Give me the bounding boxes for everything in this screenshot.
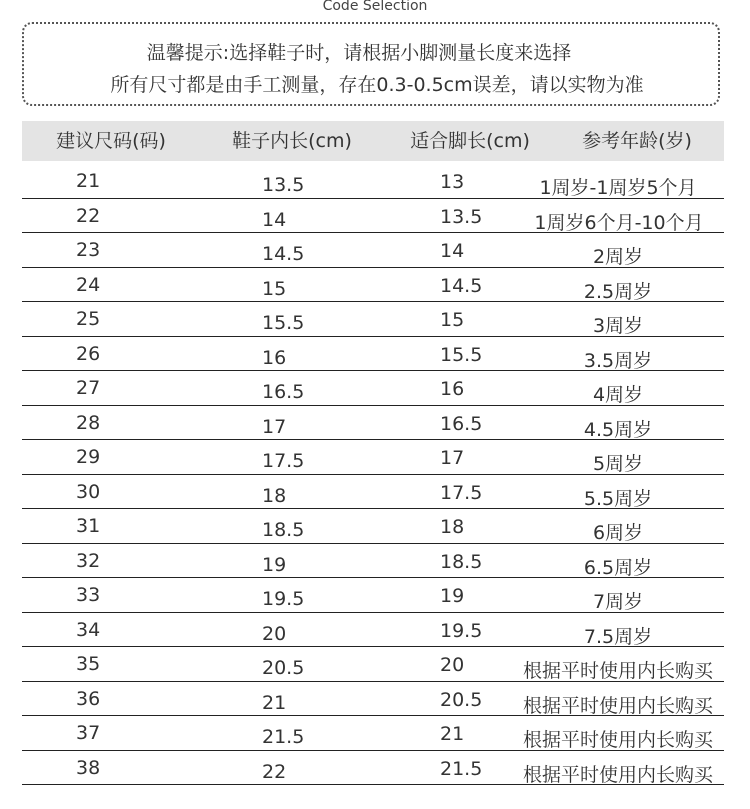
- cell-foot-length: 18.5: [440, 550, 483, 573]
- cell-foot-length: 17.5: [440, 481, 483, 504]
- cell-age: 6.5周岁: [583, 556, 653, 579]
- header-age: 参考年龄(岁): [582, 130, 692, 152]
- table-row: [22, 682, 724, 717]
- cell-age: 7.5周岁: [583, 625, 653, 648]
- notice-line-1: 温馨提示:选择鞋子时，请根据小脚测量长度来选择: [146, 42, 572, 64]
- cell-size: 21: [76, 170, 101, 192]
- cell-inner-length: 15.5: [262, 312, 305, 334]
- cell-inner-length: 21: [262, 691, 287, 714]
- table-row: [22, 475, 724, 510]
- cell-size: 26: [76, 342, 101, 365]
- page-title: Code Selection: [322, 0, 428, 14]
- cell-size: 34: [76, 618, 101, 641]
- cell-age: 根据平时使用内长购买: [522, 694, 713, 717]
- cell-foot-length: 20.5: [440, 688, 483, 711]
- cell-inner-length: 20.5: [262, 657, 305, 679]
- cell-foot-length: 21: [440, 723, 465, 745]
- cell-inner-length: 18.5: [262, 519, 305, 541]
- header-foot-length: 适合脚长(cm): [410, 130, 530, 152]
- cell-inner-length: 17: [262, 415, 287, 438]
- cell-foot-length: 18: [440, 516, 465, 538]
- cell-inner-length: 22: [262, 760, 287, 783]
- notice-box: [22, 22, 720, 106]
- cell-age: 2.5周岁: [583, 280, 653, 303]
- cell-age: 4周岁: [592, 384, 644, 406]
- table-row: [22, 302, 724, 337]
- cell-age: 7周岁: [592, 591, 644, 613]
- cell-foot-length: 13.5: [440, 205, 483, 228]
- header-size: 建议尺码(码): [56, 130, 166, 152]
- cell-foot-length: 14.5: [440, 274, 483, 297]
- cell-inner-length: 18: [262, 484, 287, 507]
- cell-age: 1周岁-1周岁5个月: [539, 177, 697, 199]
- cell-foot-length: 13: [440, 171, 465, 193]
- cell-size: 23: [76, 239, 101, 261]
- cell-age: 5.5周岁: [583, 487, 653, 510]
- cell-size: 36: [76, 687, 101, 710]
- table-header: [22, 121, 724, 161]
- cell-age: 5周岁: [592, 453, 644, 475]
- cell-foot-length: 14: [440, 240, 465, 262]
- cell-age: 3.5周岁: [583, 349, 653, 372]
- cell-inner-length: 16.5: [262, 381, 305, 403]
- cell-age: 根据平时使用内长购买: [522, 763, 713, 786]
- notice-line-2: 所有尺寸都是由手工测量，存在0.3-0.5cm误差，请以实物为准: [110, 74, 644, 96]
- cell-age: 6周岁: [592, 522, 644, 544]
- table-row: [22, 578, 724, 613]
- cell-size: 27: [76, 377, 101, 399]
- cell-foot-length: 15.5: [440, 343, 483, 366]
- cell-foot-length: 16: [440, 378, 465, 400]
- table-row: [22, 544, 724, 579]
- cell-age: 根据平时使用内长购买: [522, 729, 713, 751]
- cell-inner-length: 19: [262, 553, 287, 576]
- table-row: [22, 406, 724, 441]
- cell-inner-length: 17.5: [262, 450, 305, 472]
- cell-size: 29: [76, 446, 101, 468]
- table-row: [22, 233, 724, 268]
- table-row: [22, 509, 724, 544]
- cell-age: 1周岁6个月-10个月: [534, 211, 704, 234]
- cell-inner-length: 15: [262, 277, 287, 300]
- cell-foot-length: 16.5: [440, 412, 483, 435]
- cell-size: 33: [76, 584, 101, 606]
- table-row: [22, 716, 724, 751]
- cell-foot-length: 19: [440, 585, 465, 607]
- cell-inner-length: 16: [262, 346, 287, 369]
- header-inner-length: 鞋子内长(cm): [232, 130, 352, 152]
- table-row: [22, 647, 724, 682]
- table-row: [22, 199, 724, 234]
- cell-size: 32: [76, 549, 101, 572]
- cell-age: 2周岁: [592, 246, 644, 268]
- cell-size: 31: [76, 515, 101, 537]
- cell-inner-length: 20: [262, 622, 287, 645]
- cell-age: 3周岁: [592, 315, 644, 337]
- cell-size: 22: [76, 204, 101, 227]
- cell-foot-length: 21.5: [440, 757, 483, 780]
- table-row: [22, 268, 724, 303]
- table-row: [22, 164, 724, 199]
- cell-size: 38: [76, 756, 101, 779]
- cell-inner-length: 13.5: [262, 174, 305, 196]
- cell-age: 4.5周岁: [583, 418, 653, 441]
- table-row: [22, 751, 724, 786]
- cell-size: 25: [76, 308, 101, 330]
- cell-size: 37: [76, 722, 101, 744]
- cell-foot-length: 17: [440, 447, 465, 469]
- cell-age: 根据平时使用内长购买: [522, 660, 713, 682]
- size-table-body: [22, 164, 724, 785]
- cell-inner-length: 19.5: [262, 588, 305, 610]
- table-row: [22, 337, 724, 372]
- table-row: [22, 371, 724, 406]
- cell-inner-length: 21.5: [262, 726, 305, 748]
- cell-inner-length: 14.5: [262, 243, 305, 265]
- table-row: [22, 613, 724, 648]
- cell-foot-length: 15: [440, 309, 465, 331]
- table-row: [22, 440, 724, 475]
- cell-size: 35: [76, 653, 101, 675]
- cell-foot-length: 20: [440, 654, 465, 676]
- cell-inner-length: 14: [262, 208, 287, 231]
- cell-foot-length: 19.5: [440, 619, 483, 642]
- cell-size: 28: [76, 411, 101, 434]
- cell-size: 24: [76, 273, 101, 296]
- cell-size: 30: [76, 480, 101, 503]
